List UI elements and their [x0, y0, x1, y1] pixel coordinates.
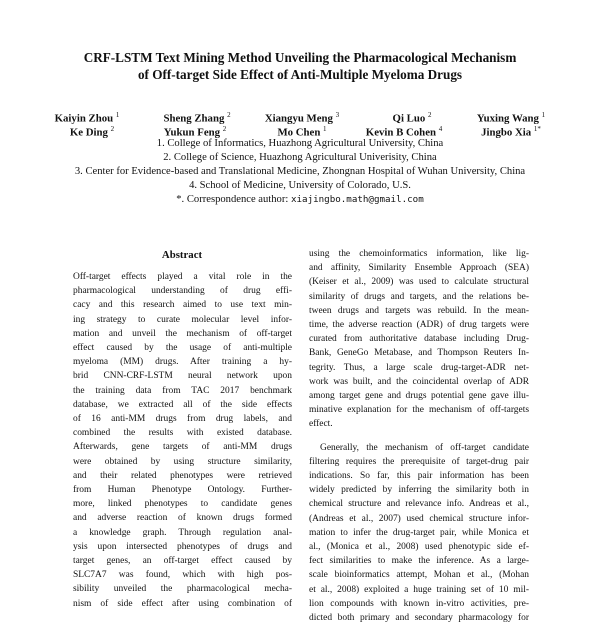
body-right-column	[309, 247, 529, 625]
text-line: fect similarities to make the inference. As a large-	[309, 556, 529, 567]
text-line: work was built, and the coincidental overlap of ADR	[309, 376, 529, 387]
text-line: pharmacological understanding of drug effi-	[73, 286, 292, 297]
text-line: combined the results with existed database.	[73, 428, 292, 439]
text-line: effect.	[309, 419, 333, 430]
text-line: curated from authoritative database including Drug-	[309, 334, 529, 345]
text-line: from Human Phenotype Ontology. Further-	[73, 485, 292, 496]
text-line: tegrity. Thus, a large scale drug-target-ADR net-	[309, 362, 529, 373]
author: Kevin B Cohen $^4$	[365, 125, 443, 139]
text-line: time, the adverse reaction (ADR) of drug targets were	[309, 320, 529, 331]
author: Xiangyu Meng $^3$	[264, 111, 340, 125]
text-line: filtering requires the prerequisite of target-drug pair	[309, 456, 529, 467]
text-line: were obtained by using structure similarity,	[73, 456, 292, 467]
abstract-heading: Abstract	[161, 249, 203, 261]
text-line: cacy and this research aimed to use text min-	[73, 300, 292, 311]
author-row	[0, 123, 600, 139]
text-line: myeloma (MM) drugs. After training a hy-	[73, 357, 292, 368]
title-line: of Off-target Side Effect of Anti-Multiple Myeloma Drugs	[137, 67, 463, 82]
text-line: nism of side effect after using combination of	[73, 598, 292, 609]
text-line: (Andreas et al., 2007) used chemical structure infor-	[309, 513, 529, 524]
author: Jingbo Xia $^{1*}$	[481, 125, 541, 139]
text-line: mation and unveil the mechanism of off-target	[73, 328, 292, 339]
text-line: lion compounds with known in-vitro activities, pre-	[309, 598, 529, 609]
text-line: chemical structure and relevance info. Andreas et al.,	[309, 499, 529, 510]
affiliation: 3. Center for Evidence-based and Translational Medicine, Zhongnan Hospital of Wuhan University, China	[74, 166, 526, 177]
text-line: scale bioinformatics attempt, Mohan et al., (Mohan	[309, 570, 529, 581]
text-line: target genes, an off-target effect caused by	[73, 556, 292, 567]
text-line: and adverse reaction of known drugs formed	[73, 513, 292, 524]
affiliation: 1. College of Informatics, Huazhong Agricultural University, China	[156, 138, 444, 149]
abstract-body	[73, 270, 292, 611]
affiliation: 2. College of Science, Huazhong Agricultural Univerisity, China	[163, 152, 437, 163]
text-line: et al., 2008) exploited a huge training set of 10 mil-	[309, 584, 529, 595]
text-line: effect caused by the usage of anti-multiple	[73, 343, 292, 354]
text-line: and their related phenotypes were retrieved	[73, 470, 292, 481]
text-line: a knowledge graph. Through regulation anal-	[73, 527, 292, 538]
text-line: minative explanation for the mechanism of off-targets	[309, 405, 529, 416]
text-line: among target gene and drugs potential gene gave illu-	[309, 391, 529, 402]
text-line: al., (Monica et al., 2008) used phenotypic side ef-	[309, 542, 529, 553]
text-line: ing strategy to curate molecular level infor-	[73, 314, 292, 325]
text-line: ysis upon intersected phenotypes of drugs and	[73, 541, 292, 552]
text-line: Off-target effects played a vital role in the	[73, 272, 292, 282]
text-line: Afterwards, gene targets of anti-MM drugs	[73, 442, 292, 453]
author: Yukun Feng $^2$	[163, 125, 227, 139]
text-line: and affinity, Similarity Ensemble Approach (SEA)	[309, 263, 529, 274]
text-line: Generally, the mechanism of off-target candidate	[320, 442, 529, 453]
author: Qi Luo $^2$	[392, 111, 432, 125]
author-row	[0, 109, 600, 125]
author: Sheng Zhang $^2$	[163, 111, 231, 125]
text-line: the training data from TAC 2017 benchmark	[73, 385, 292, 396]
correspondence-email[interactable]: xiajingbo.math@gmail.com	[290, 194, 424, 205]
text-line: (Keiser et al., 2009) was used to calculate structural	[309, 277, 529, 288]
body-paragraph	[309, 247, 529, 432]
text-line: more, linked phenotypes to candidate genes	[73, 499, 292, 510]
text-line: tween drugs and targets was rebuild. In the mean-	[309, 305, 529, 316]
author: Mo Chen $^1$	[277, 125, 327, 139]
body-paragraph	[309, 441, 529, 625]
text-line: SLC7A7 was found, which with high pos-	[73, 570, 292, 581]
text-line: Bank, GeneGo Metabase, and Thompson Reuters In-	[309, 348, 529, 359]
correspondence	[0, 193, 600, 206]
author: Yuxing Wang $^1$	[476, 111, 546, 125]
text-line: mation to infer the drug-target pair, while Monica et	[309, 527, 529, 538]
text-line: widely predicted by inferring the similarity both in	[309, 485, 529, 496]
text-line: dicted both primary and secondary pharmacology for	[309, 613, 529, 624]
text-line: sibility unveiled the pharmacological mecha-	[73, 584, 292, 595]
correspondence-label: *. Correspondence author:	[176, 194, 289, 205]
text-line: indications. So far, this pair information has been	[309, 471, 529, 482]
paper-title	[0, 49, 600, 83]
affiliation: 4. School of Medicine, University of Colorado, U.S.	[189, 180, 411, 191]
text-line: brid CNN-CRF-LSTM neural network upon	[73, 371, 292, 382]
author: Ke Ding $^2$	[69, 125, 115, 139]
author: Kaiyin Zhou $^1$	[54, 111, 120, 125]
text-line: using the chemoinformatics information, like lig-	[309, 249, 529, 259]
text-line: database, we extracted all of the side effects	[73, 399, 292, 410]
text-line: of 16 anti-MM drugs from drug labels, and	[73, 414, 292, 425]
title-line: CRF-LSTM Text Mining Method Unveiling the Pharmacological Mechanism	[83, 50, 517, 65]
text-line: similarity of drugs and targets, and the relations be-	[309, 291, 529, 302]
paragraph-gap	[309, 432, 529, 441]
